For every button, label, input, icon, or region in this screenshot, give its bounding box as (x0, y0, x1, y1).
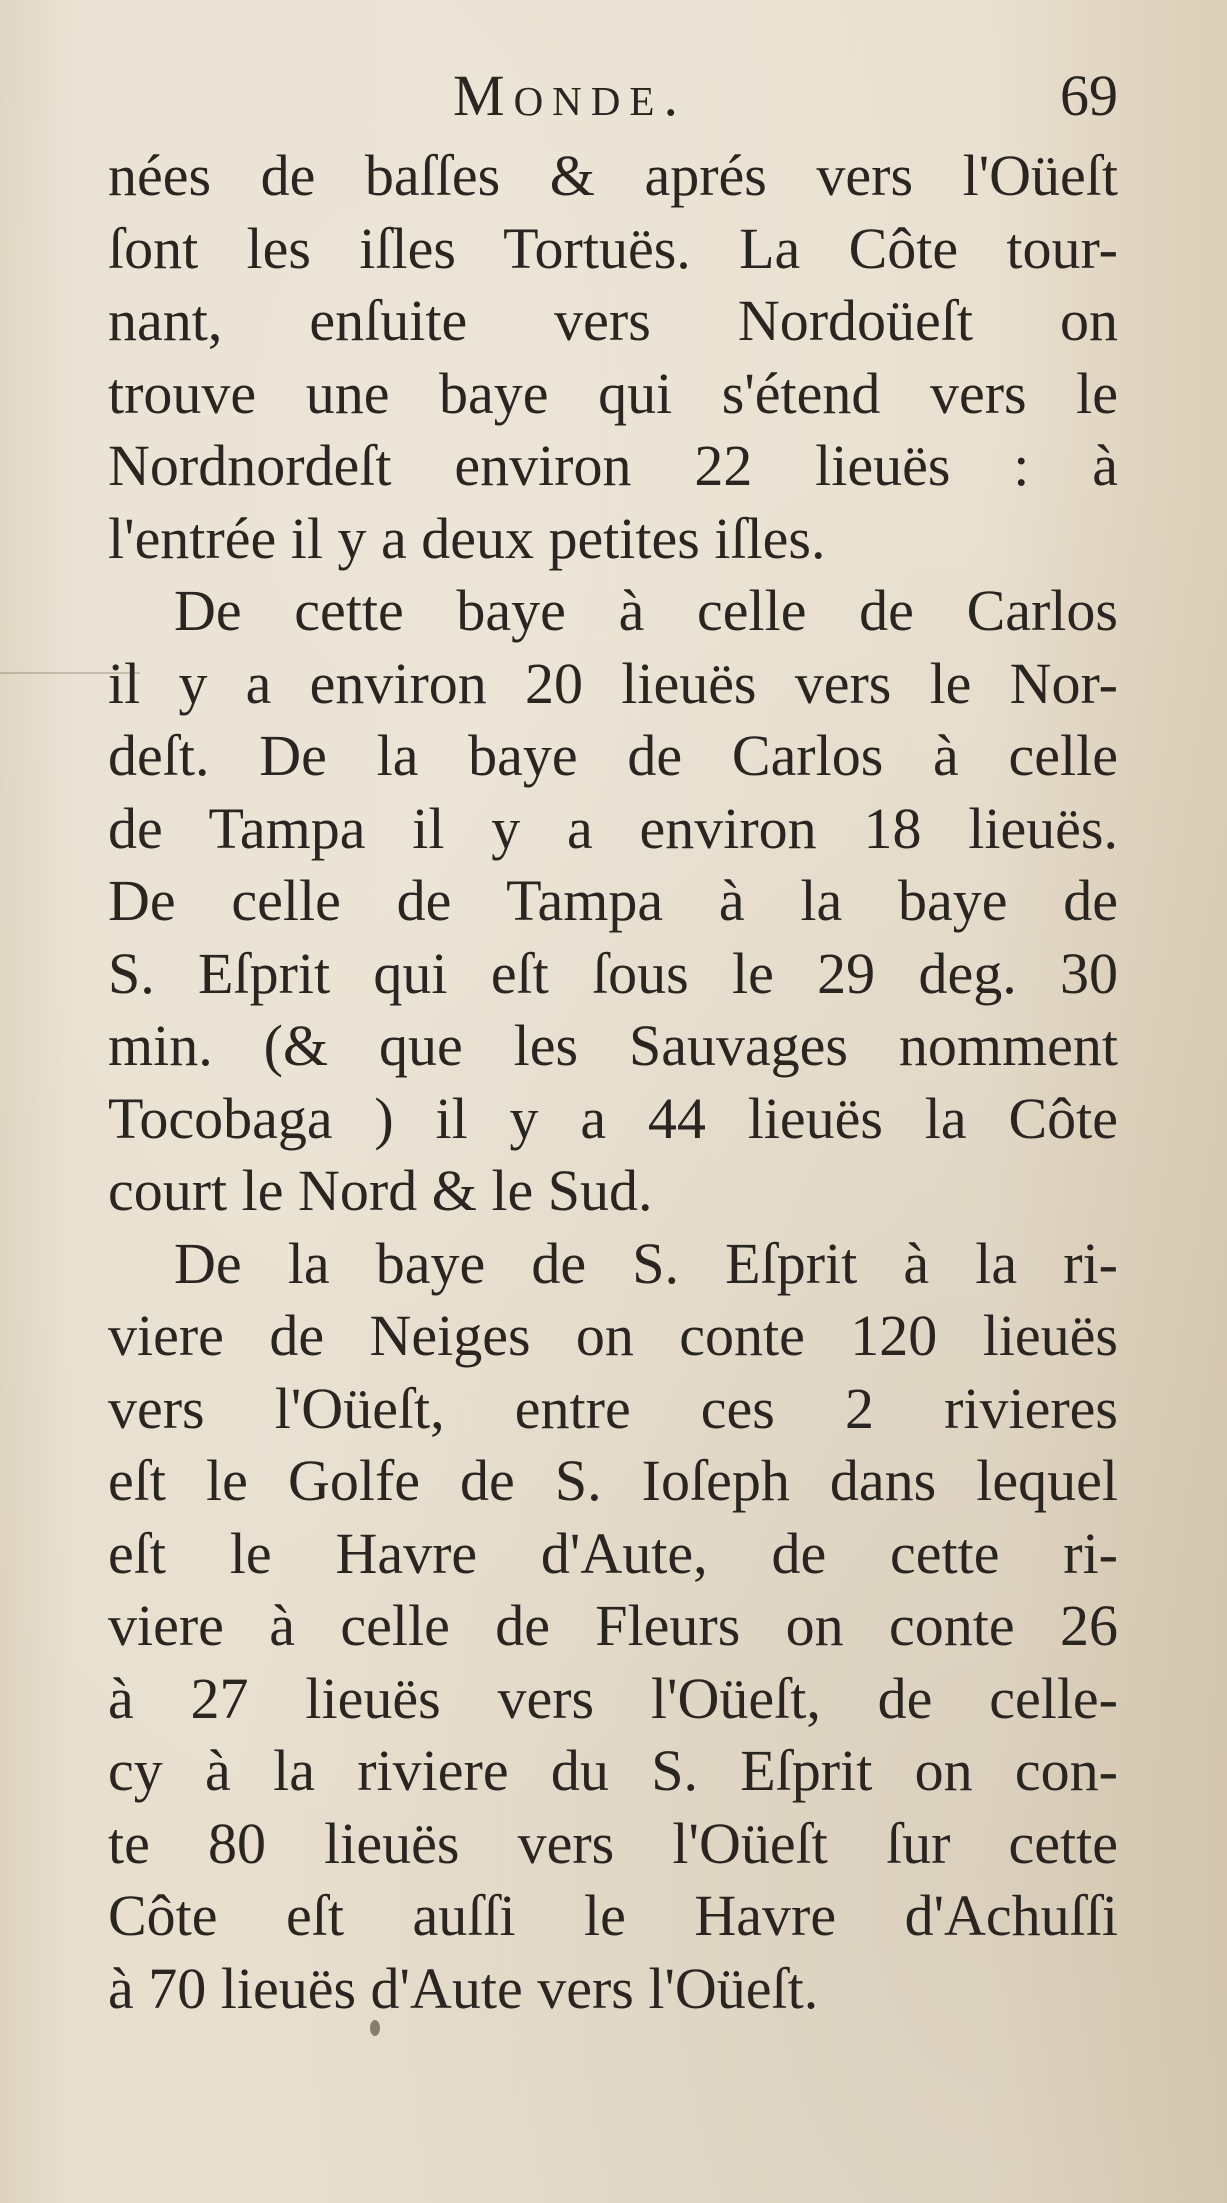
text-line: à 27 lieuës vers l'Oüeſt, de celle- (108, 1665, 1118, 1731)
text-line: viere à celle de Fleurs on conte 26 (108, 1593, 1118, 1658)
text-line: De celle de Tampa à la baye de (108, 868, 1118, 933)
text-line: Tocobaga ) il y a 44 lieuës la Côte (108, 1085, 1118, 1151)
ink-spot (370, 2020, 380, 2036)
text-line: de Tampa il y a environ 18 lieuës. (108, 795, 1118, 861)
text-line: l'entrée il y a deux petites iſles. (108, 505, 826, 571)
body-text (108, 140, 1118, 2025)
text-line: à 70 lieuës d'Aute vers l'Oüeſt. (108, 1955, 819, 2021)
text-line: deſt. De la baye de Carlos à celle (108, 723, 1118, 788)
text-line: De cette baye à celle de Carlos (174, 578, 1118, 643)
text-line: nées de baſſes & aprés vers l'Oüeſt (108, 143, 1118, 208)
text-line: eſt le Havre d'Aute, de cette ri- (108, 1520, 1118, 1586)
page-number: 69 (1060, 63, 1118, 128)
text-line: eſt le Golfe de S. Ioſeph dans lequel (108, 1448, 1118, 1513)
text-line: min. (& que les Sauvages nomment (108, 1013, 1118, 1078)
text-line: S. Eſprit qui eſt ſous le 29 deg. 30 (108, 940, 1118, 1006)
text-line: court le Nord & le Sud. (108, 1158, 653, 1223)
text-line: il y a environ 20 lieuës vers le Nor- (108, 650, 1118, 716)
text-line: ſont les iſles Tortuës. La Côte tour- (108, 215, 1118, 281)
text-line: nant, enſuite vers Nordoüeſt on (108, 288, 1118, 353)
running-head: Monde. (453, 63, 687, 128)
text-line: vers l'Oüeſt, entre ces 2 rivieres (108, 1375, 1118, 1441)
page-header (108, 62, 1118, 142)
text-line: trouve une baye qui s'étend vers le (108, 360, 1118, 426)
text-line: te 80 lieuës vers l'Oüeſt ſur cette (108, 1810, 1118, 1876)
text-line: viere de Neiges on conte 120 lieuës (108, 1303, 1118, 1368)
text-line: De la baye de S. Eſprit à la ri- (174, 1230, 1118, 1296)
text-line: Côte eſt auſſi le Havre d'Achuſſi (108, 1883, 1118, 1948)
text-line: cy à la riviere du S. Eſprit on con- (108, 1738, 1118, 1803)
text-line: Nordnordeſt environ 22 lieuës : à (108, 433, 1118, 498)
